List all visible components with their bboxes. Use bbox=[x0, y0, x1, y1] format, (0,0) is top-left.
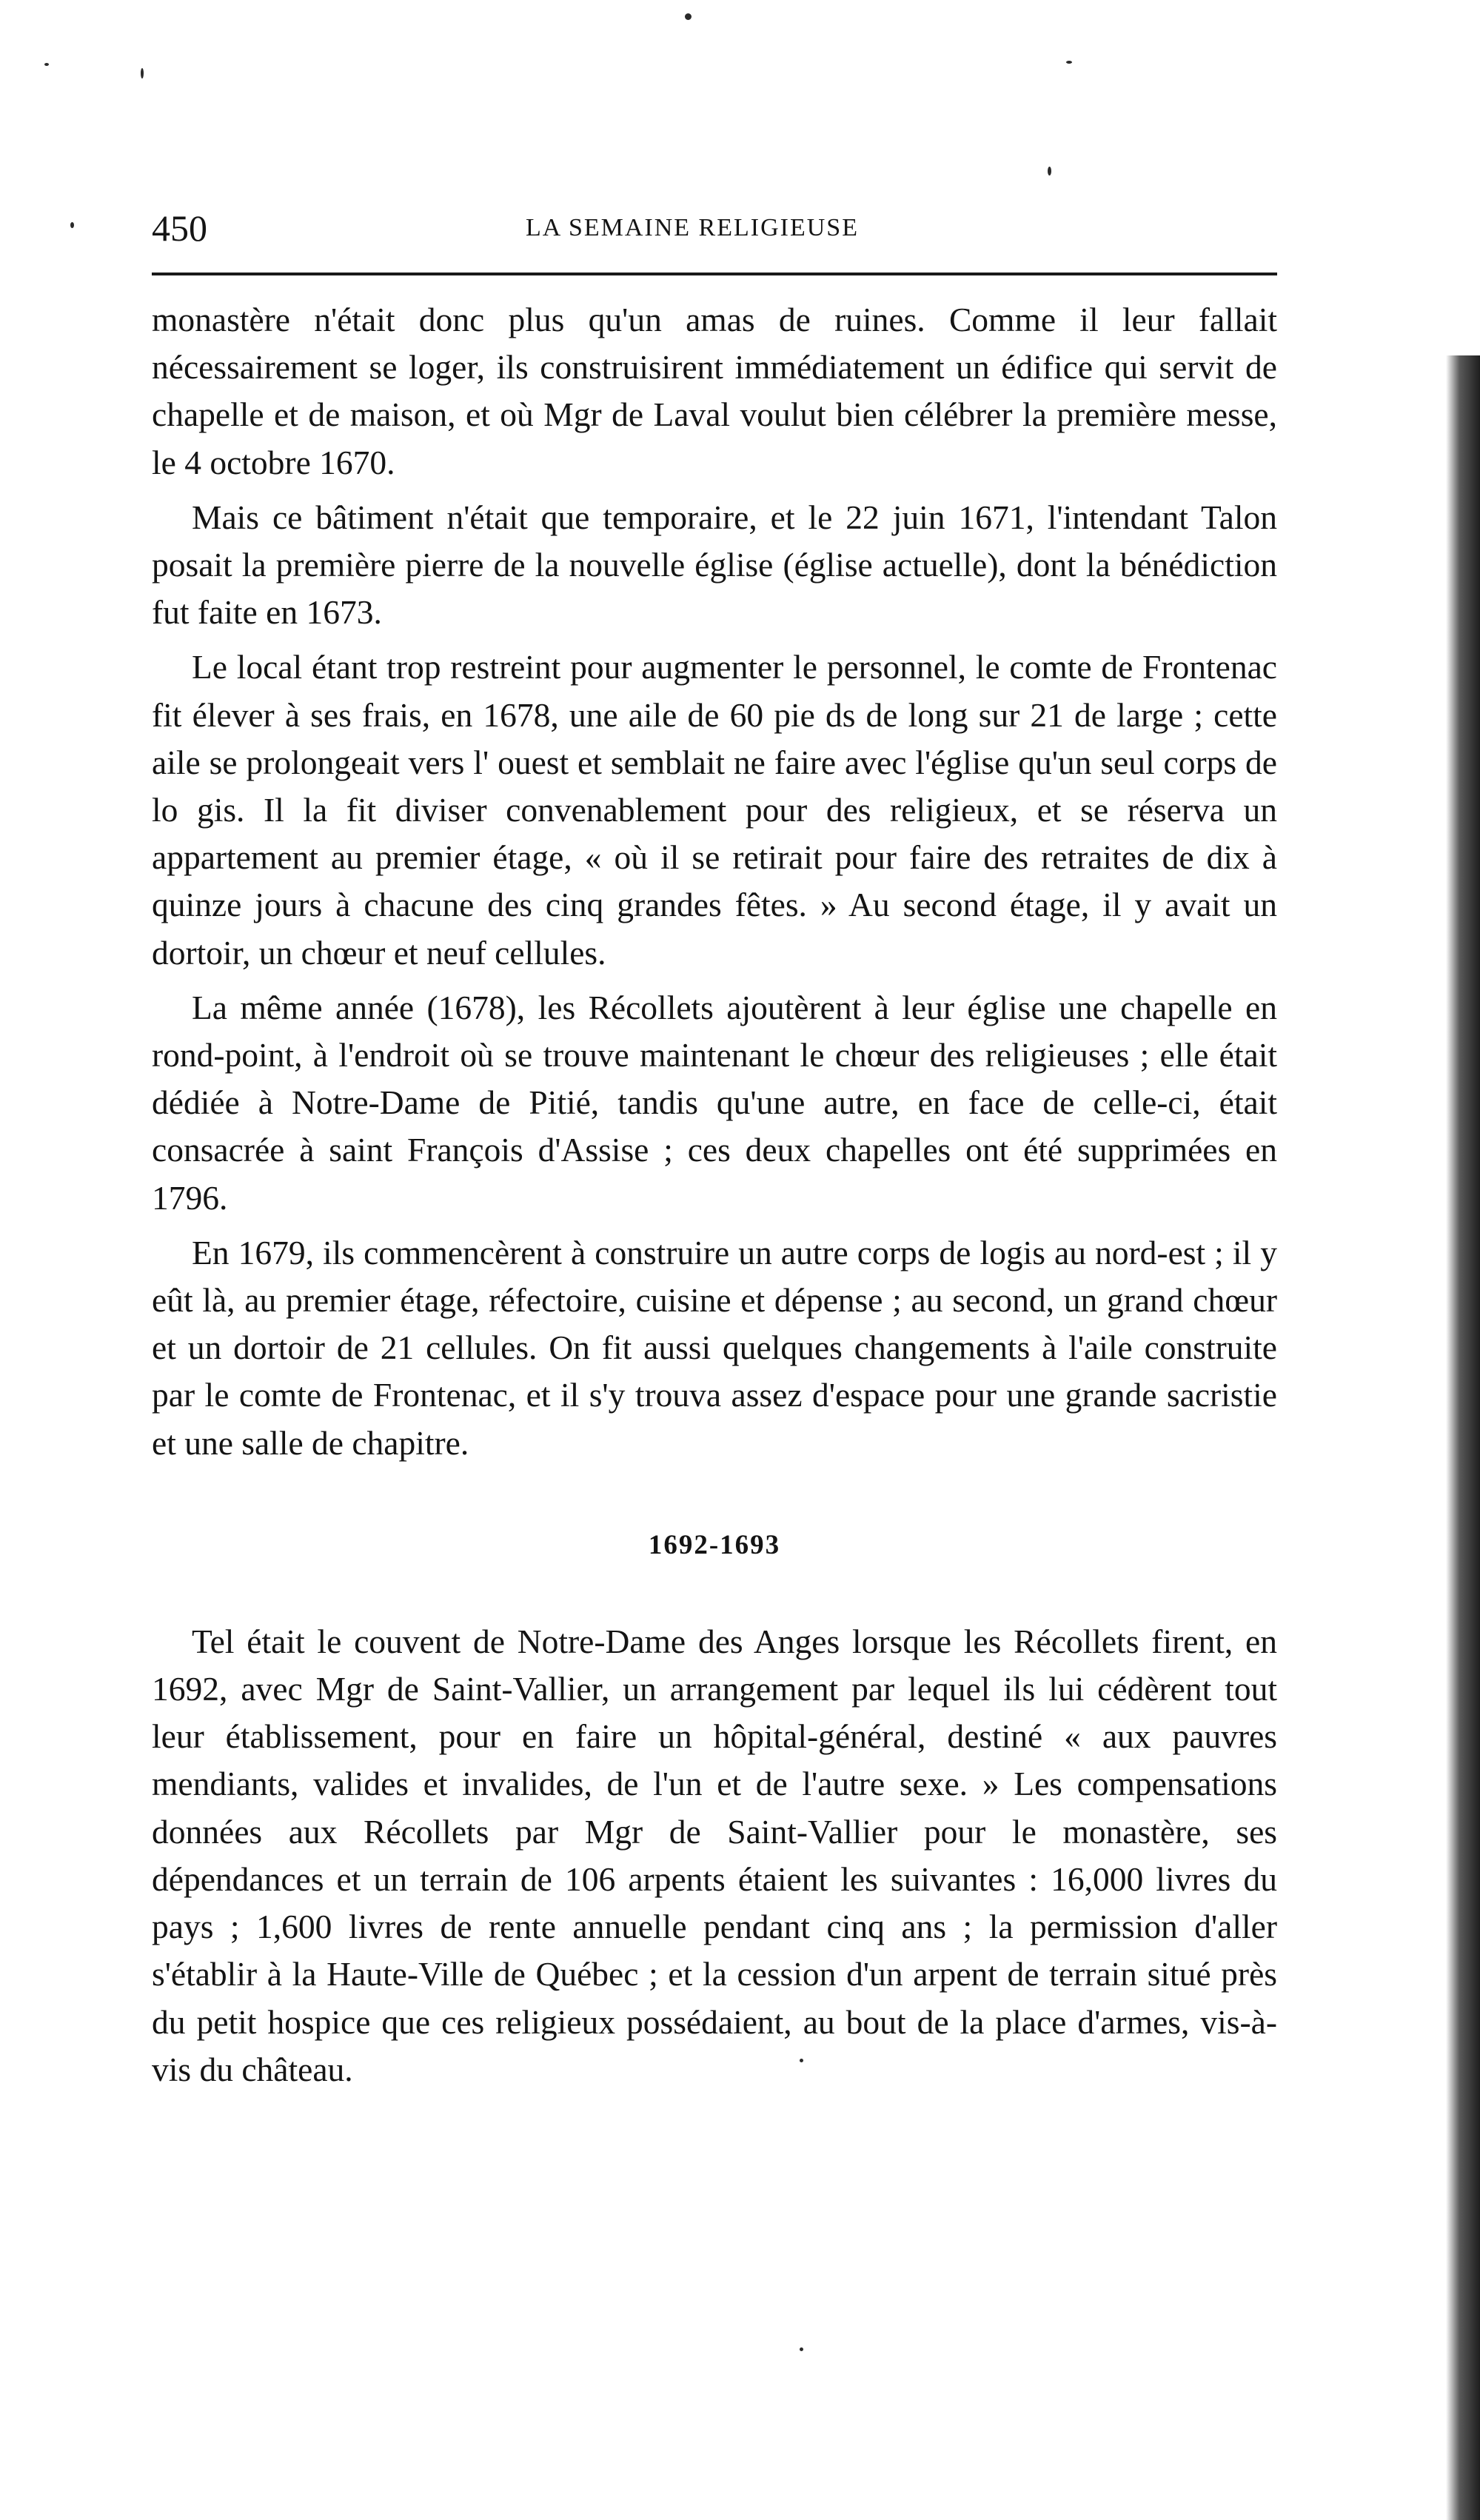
scan-speck bbox=[800, 2059, 803, 2062]
page-body bbox=[152, 296, 1277, 2093]
paragraph: Le local étant trop restreint pour augmenter le personnel, le comte de Frontenac fit élever à ses frais, en 1678, une aile de 60 pie ds de long sur 21 de large ; cette aile se prolongeait vers l' ouest et semblait ne faire avec l'église qu'un seul corps de lo gis. Il la fit diviser convenablement pour des religieux, et se réserva un appartement au premier étage, « où il se retirait pour faire des retraites de dix à quinze jours à chacune des cinq grandes fêtes. » Au second étage, il y avait un dortoir, un chœur et neuf cellules. bbox=[152, 648, 1277, 972]
paragraph: monastère n'était donc plus qu'un amas de ruines. Comme il leur fallait nécessairement se loger, ils construisirent immédiatement un édifice qui servit de chapelle et de maison, et où Mgr de Laval voulut bien célébrer la première messe, le 4 octobre 1670. bbox=[152, 301, 1277, 481]
scan-speck bbox=[1066, 61, 1072, 64]
header-rule bbox=[152, 273, 1277, 275]
page-number: 450 bbox=[152, 207, 207, 249]
scan-speck bbox=[70, 222, 74, 228]
page-header bbox=[152, 198, 1277, 258]
scan-speck bbox=[685, 13, 692, 20]
running-title: LA SEMAINE RELIGIEUSE bbox=[526, 214, 859, 241]
paragraph: En 1679, ils commencèrent à construire un autre corps de logis au nord-est ; il y eût là, au premier étage, réfectoire, cuisine et dépense ; au second, un grand chœur et un dortoir de 21 cellules. On fit aussi quelques changements à l'aile construite par le comte de Frontenac, et il s'y trouva assez d'espace pour une grande sacristie et une salle de chapitre. bbox=[152, 1233, 1277, 1462]
scan-speck bbox=[44, 63, 49, 66]
paragraph: La même année (1678), les Récollets ajoutèrent à leur église une chapelle en rond-point, à l'endroit où se trouve maintenant le chœur des religieuses ; elle était dédiée à Notre-Dame de Pitié, tandis qu'une autre, en face de celle-ci, était consacrée à saint François d'Assise ; ces deux chapelles ont été supprimées en 1796. bbox=[152, 988, 1277, 1217]
scan-speck bbox=[1048, 167, 1051, 176]
page-edge-shadow bbox=[1446, 355, 1480, 2520]
scan-speck bbox=[141, 68, 144, 78]
scan-speck bbox=[800, 2347, 803, 2351]
section-heading: 1692-1693 bbox=[648, 1529, 781, 1560]
paragraph: Tel était le couvent de Notre-Dame des Anges lorsque les Récollets firent, en 1692, avec Mgr de Saint-Vallier, un arrangement par lequel ils lui cédèrent tout leur établissement, pour en faire un hôpital-général, destiné « aux pauvres mendiants, valides et invalides, de l'un et de l'autre sexe. » Les compensations données aux Récollets par Mgr de Saint-Vallier pour le monastère, ses dépendances et un terrain de 106 arpents étaient les suivantes : 16,000 livres du pays ; 1,600 livres de rente annuelle pendant cinq ans ; la permission d'aller s'établir à la Haute-Ville de Québec ; et la cession d'un arpent de terrain situé près du petit hospice que ces religieux possédaient, au bout de la place d'armes, vis-à-vis du château. bbox=[152, 1622, 1277, 2088]
paragraph: Mais ce bâtiment n'était que temporaire, et le 22 juin 1671, l'intendant Talon posait la première pierre de la nouvelle église (église actuelle), dont la bénédiction fut faite en 1673. bbox=[152, 498, 1277, 632]
